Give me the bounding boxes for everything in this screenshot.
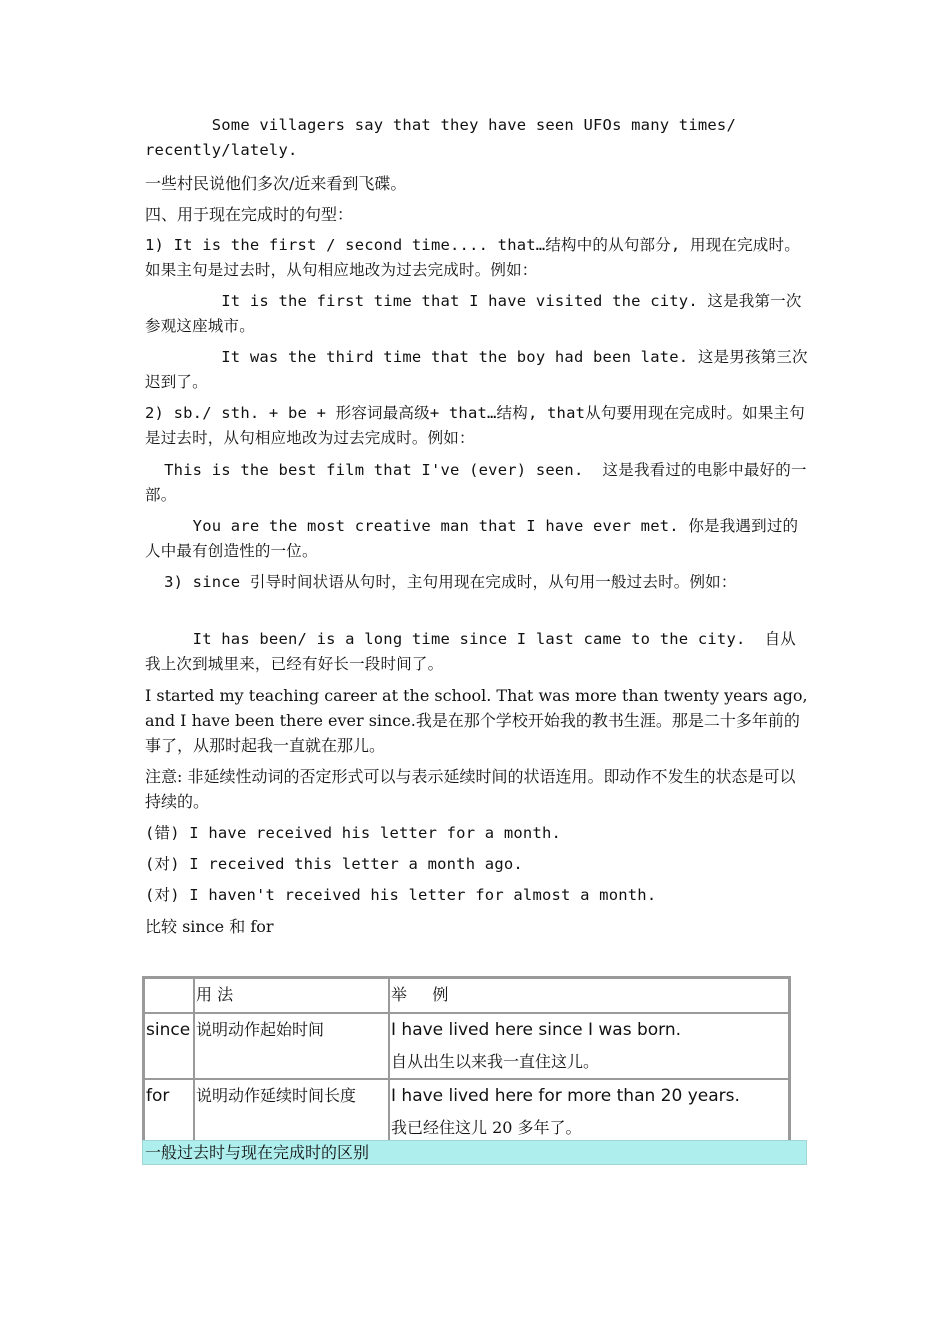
table-row [144,1079,789,1145]
table-cell-example [389,1079,789,1145]
table-header-row [144,978,789,1013]
section-heading-four: 四、用于现在完成时的句型： [145,205,354,224]
compare-heading: 比较 since 和 for [145,917,274,936]
since-for-table [142,976,791,1147]
rule-2: 2) sb./ sth. + be + 形容词最高级+ that…结构, that从句要用现在完成时。如果主句是过去时，从句相应地改为过去完成时。例如： [145,404,805,447]
paragraph-ufo-example: Some villagers say that they have seen UFOs many times/ recently/lately. [145,116,746,159]
section-bar: 一般过去时与现在完成时的区别 [142,1140,807,1165]
example-chinese: 我已经住这儿 20 多年了。 [391,1118,582,1137]
table-row [144,1013,789,1079]
table-header-usage: 用 法 [194,978,389,1013]
table-header-cell [144,978,194,1013]
rule-1: 1) It is the first / second time.... that…结构中的从句部分, 用现在完成时。如果主句是过去时，从句相应地改为过去完成时。例如： [145,236,800,279]
paragraph-ufo-translation: 一些村民说他们多次/近来看到飞碟。 [145,174,407,193]
table-cell-word: for [144,1079,194,1145]
rule-1-example-1: It is the first time that I have visited the city. 这是我第一次参观这座城市。 [145,292,802,335]
rule-3: 3) since 引导时间状语从句时，主句用现在完成时，从句用一般过去时。例如： [145,573,737,591]
table-cell-usage: 说明动作延续时间长度 [194,1079,389,1145]
example-english: I have lived here since I was born. [391,1020,682,1040]
table-cell-word: since [144,1013,194,1079]
wrong-example: (错) I have received his letter for a month. [145,824,562,842]
correct-example-1: (对) I received this letter a month ago. [145,855,523,873]
rule-2-example-1: This is the best film that I've (ever) seen. 这是我看过的电影中最好的一部。 [145,461,807,504]
rule-2-example-2: You are the most creative man that I have ever met. 你是我遇到过的人中最有创造性的一位。 [145,517,799,560]
table-cell-example [389,1013,789,1079]
example-chinese: 自从出生以来我一直住这儿。 [391,1052,600,1071]
note-paragraph: 注意: 非延续性动词的否定形式可以与表示延续时间的状语连用。即动作不发生的状态是可以持续的。 [145,767,796,811]
correct-example-2: (对) I haven't received his letter for almost a month. [145,886,657,904]
rule-3-example-2: I started my teaching career at the school. That was more than twenty years ago, and I have been there ever since.我是在那个学校开始我的教书生涯。那是二十多年前的事了，从那时起我一直就在那儿。 [145,686,813,755]
example-english: I have lived here for more than 20 years. [391,1086,740,1106]
table-header-example: 举 例 [389,978,789,1013]
rule-3-example-1: It has been/ is a long time since I last came to the city. 自从我上次到城里来，已经有好长一段时间了。 [145,630,796,673]
rule-1-example-2: It was the third time that the boy had been late. 这是男孩第三次迟到了。 [145,348,808,391]
table-cell-usage: 说明动作起始时间 [194,1013,389,1079]
